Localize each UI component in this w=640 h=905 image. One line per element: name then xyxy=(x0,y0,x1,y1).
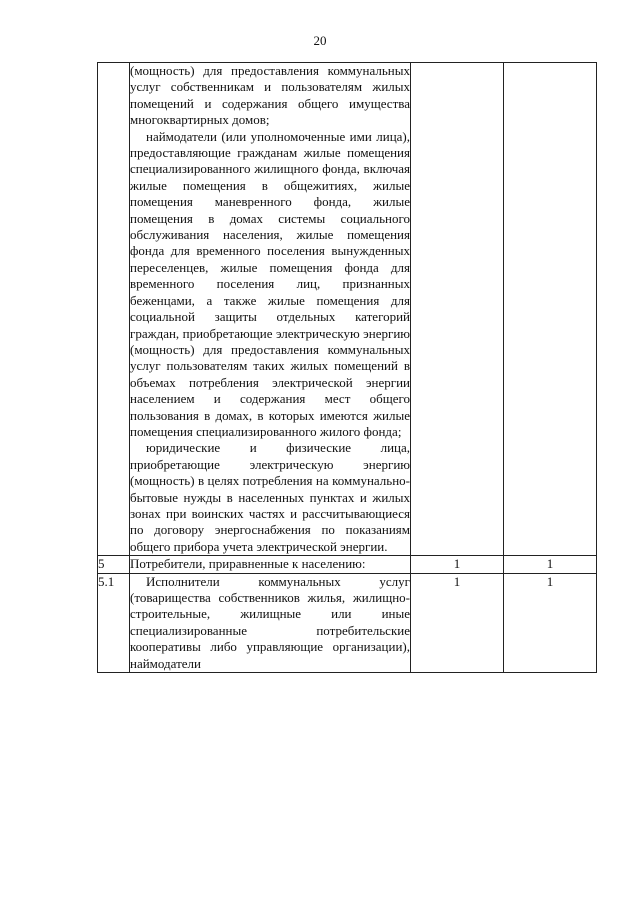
value-cell-b xyxy=(504,63,597,556)
value-cell-b: 1 xyxy=(504,556,597,573)
row-number: 5 xyxy=(98,556,130,573)
tariff-table xyxy=(97,62,597,673)
value-cell-a xyxy=(411,63,504,556)
value-cell-b: 1 xyxy=(504,573,597,672)
table-row xyxy=(98,573,597,672)
row-number: 5.1 xyxy=(98,573,130,672)
row-number xyxy=(98,63,130,556)
paragraph: (мощность) для предоставления коммунальных услуг собственникам и пользователям жилых помещений и содержания общего имущества многоквартирных домов; xyxy=(130,63,410,128)
row-description xyxy=(130,63,411,556)
table-row xyxy=(98,63,597,556)
row-description xyxy=(130,556,411,573)
table-row xyxy=(98,556,597,573)
row-description xyxy=(130,573,411,672)
value-cell-a: 1 xyxy=(411,573,504,672)
paragraph: юридические и физические лица, приобретающие электрическую энергию (мощность) в целях потребления на коммунально-бытовые нужды в населенных пунктах и жилых зонах при воинских частях и рассчитывающиеся по договору энергоснабжения по показаниям общего прибора учета электрической энергии. xyxy=(130,440,410,554)
value-cell-a: 1 xyxy=(411,556,504,573)
paragraph: Исполнители коммунальных услуг (товарищества собственников жилья, жилищно-строительные, жилищные или иные специализированные потребительские кооперативы либо управляющие организации), наймодатели xyxy=(130,573,410,671)
paragraph: наймодатели (или уполномоченные ими лица), предоставляющие гражданам жилые помещения специализированного жилищного фонда, включая жилые помещения в общежитиях, жилые помещения маневренного фонда, жилые помещения в домах системы социального обслуживания населения, жилые помещения фонда для временного поселения вынужденных переселенцев, жилые помещения фонда для временного поселения лиц, признанных беженцами, а также жилые помещения для социальной защиты отдельных категорий граждан, приобретающие электрическую энергию (мощность) для предоставления коммунальных услуг пользователям таких жилых помещений в объемах потребления электрической энергии населением и содержания мест общего пользования в домах, в которых имеются жилые помещения специализированного жилого фонда; xyxy=(130,128,410,439)
paragraph: Потребители, приравненные к населению: xyxy=(130,556,366,572)
page-number: 20 xyxy=(313,33,327,48)
